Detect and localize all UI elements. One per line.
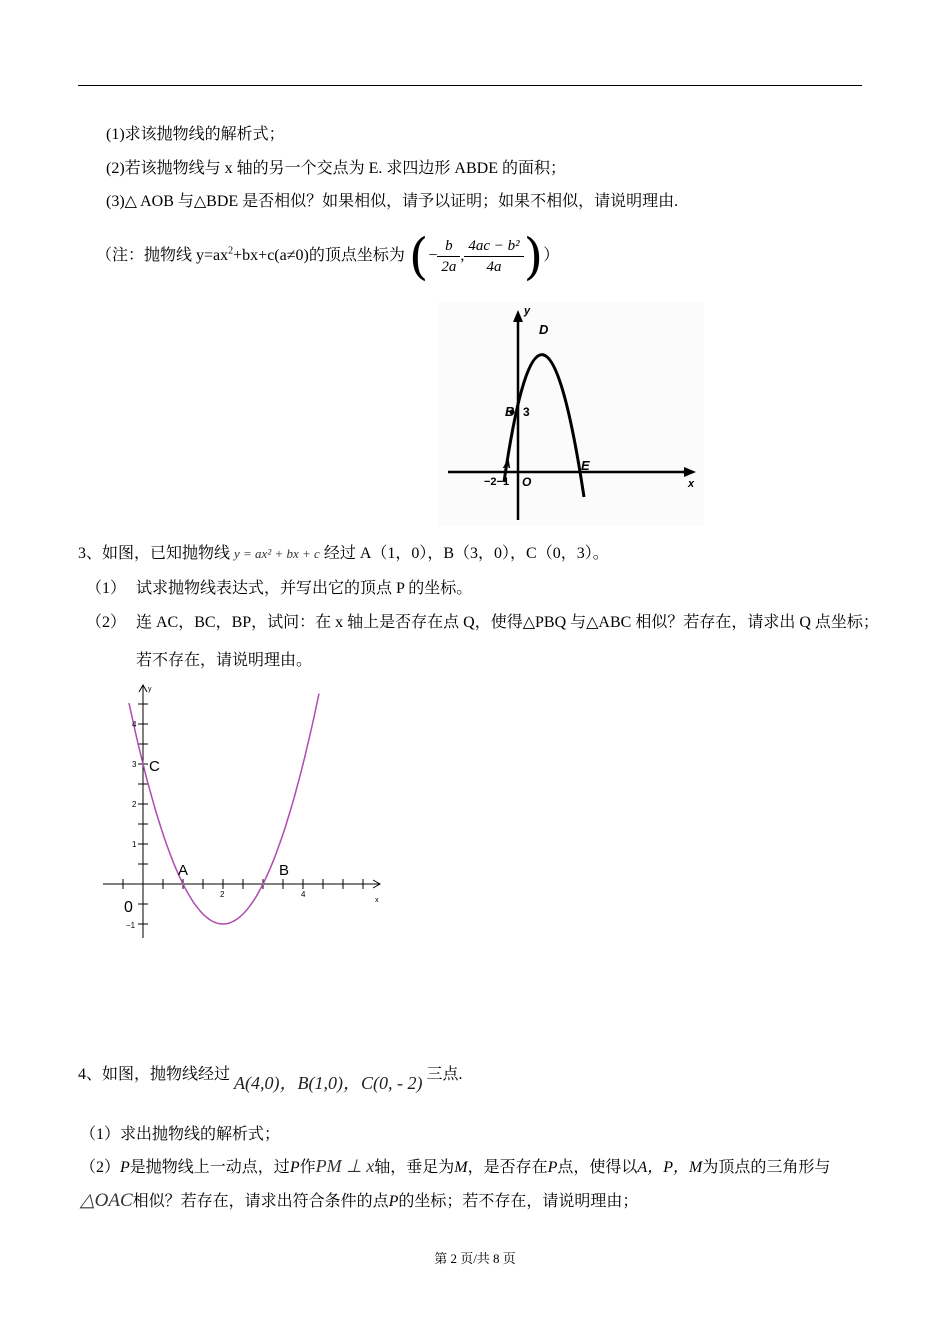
tick-m1y: −1 [126,921,136,930]
q2-part2: (2)若该抛物线与 x 轴的另一个交点为 E. 求四边形 ABDE 的面积； [106,160,566,177]
tick-4y: 4 [132,720,137,729]
q3-formula: y = ax² + bx + c [234,546,320,561]
q4-p2a: （2） [80,1159,121,1176]
q3-intro [78,540,609,563]
vertex-y-fraction [464,236,523,277]
q4-part2-line1 [80,1154,830,1177]
q2-note: （注：抛物线 $y=ax^2+bx+c(a\ne 0)$的顶点坐标为 (− $\frac{b}{2a}$ , $\frac{\text{4ac − b²}}{4a}$ )） [96,227,560,286]
q4-p2g: 为顶点的三角形与 [702,1159,831,1176]
q4-p2-PM: PM ⊥ x [315,1156,375,1176]
q4-line2-end: 的坐标；若不存在，请说明理由； [398,1193,639,1210]
note-minus: − [428,247,438,264]
left-paren: ( [408,227,429,286]
header-rule [78,85,862,86]
q4-p2-P2: P [289,1159,300,1176]
frac1-den: 2a [441,258,457,275]
q4-p2e: ，是否存在 [467,1159,548,1176]
q4-p2-M: M [454,1159,468,1176]
note-mid: +bx+c(a≠0)的顶点坐标为 [233,247,405,264]
label-D: D [539,322,549,337]
frac1-num: b [437,236,460,257]
q3-intro-prefix: 3、如图，已知抛物线 [78,545,231,562]
tick-2y: 2 [132,800,137,809]
q4-p2b: 是抛物线上一动点，过 [129,1159,290,1176]
q3-intro-suffix: 经过 A（1，0），B（3，0），C（0，3）。 [323,545,609,562]
q3-part2-line1: 连 AC，BC，BP，试问：在 x 轴上是否存在点 Q，使得△PBQ 与△ABC 相似？若存在，请求出 Q 点坐标； [136,614,879,631]
q4-p2c: 作 [299,1159,316,1176]
tick-4x: 4 [301,890,306,899]
tick-3y: 3 [132,760,137,769]
q3-part2-line2: 若不存在，请说明理由。 [136,652,313,669]
tick-1y: 1 [132,840,137,849]
q4-p2f: 点，使得以 [557,1159,638,1176]
q4-p2-APM: A，P，M [637,1159,703,1176]
frac2-num: 4ac − b² [464,236,523,257]
label-B: B [505,404,515,419]
q3-part1: 试求抛物线表达式，并写出它的顶点 P 的坐标。 [136,580,473,597]
page-footer: 第 2 页/共 8 页 [434,1251,516,1266]
q3-figure [98,680,388,942]
label-O: 0 [124,899,133,916]
q4-intro-suffix: 三点. [426,1066,463,1083]
q4-points: A(4,0)，B(1,0)，C(0, - 2) [234,1073,423,1093]
label-A: A [178,862,189,879]
x-label: x [375,897,379,904]
q2-part3: (3)△ AOB 与△BDE 是否相似？如果相似，请予以证明；如果不相似，请说明理由. [106,193,679,210]
x-label: x [688,478,695,490]
frac2-den: 4a [486,258,502,275]
q2-part1: (1)求该抛物线的解析式； [106,126,285,143]
tick-2x: 2 [220,890,225,899]
q4-part2-line2 [80,1188,638,1212]
q2-figure [438,302,704,526]
label-E: E [581,458,590,473]
note-suffix: ） [543,247,560,264]
figure-bg [438,302,704,526]
q4-p2d: 轴，垂足为 [374,1159,455,1176]
label-A: A [503,459,511,471]
y-label: y [148,686,152,693]
label-O: O [522,475,532,489]
q4-line2-P: P [388,1193,399,1210]
y-label: y [524,305,531,317]
q4-intro-prefix: 4、如图，抛物线经过 [78,1066,231,1083]
q4-p2-P: P [120,1159,130,1176]
q4-p2-P3: P [547,1159,558,1176]
label-B: B [279,862,290,879]
label-C: C [149,758,160,775]
q4-intro [78,1062,463,1098]
q3-part1-num: （1） [86,580,127,597]
q4-part1: （1）求出抛物线的解析式； [80,1126,281,1143]
label-3: 3 [523,405,530,419]
q4-tri-OAC: △OAC [80,1190,133,1211]
vertex-x-fraction [437,236,460,277]
note-prefix: （注：抛物线 y=ax [96,247,229,264]
q3-part2-num: （2） [86,614,127,631]
label-neg: −2−1 [484,476,510,488]
note-sup: 2 [228,245,234,257]
q4-line2-text: 相似？若存在，请求出符合条件的点 [132,1193,389,1210]
right-paren: ) [523,227,544,286]
